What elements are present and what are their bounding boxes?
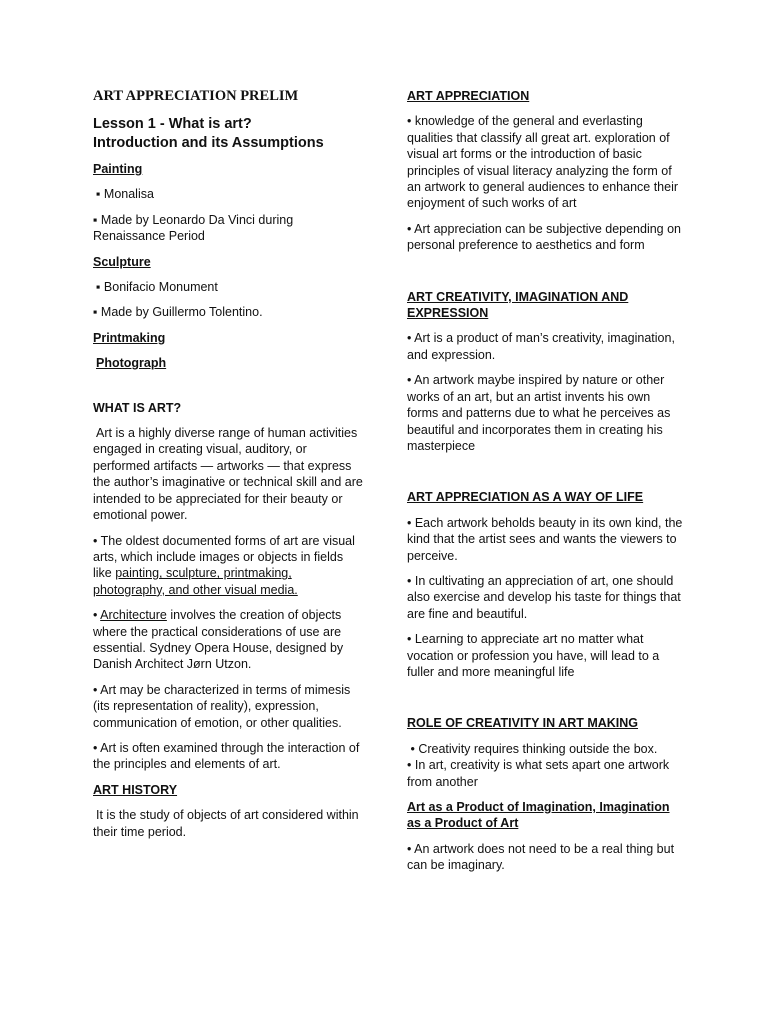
creativity-item: • An artwork maybe inspired by nature or other works of an art, but an artist invents his own forms and patterns due to what he perceives as beautiful and incorporates them in creating his masterpiece bbox=[407, 373, 671, 453]
creativity-item: • Art is a product of man’s creativity, imagination, and expression. bbox=[407, 331, 675, 362]
art-fields-link[interactable]: painting, sculpture, printmaking, photography, and other visual media. bbox=[93, 566, 298, 597]
mimesis-paragraph: • Art may be characterized in terms of mimesis (its representation of reality), expression, communication of emotion, or other qualities. bbox=[93, 682, 351, 730]
painting-item: ▪ Monalisa bbox=[96, 187, 154, 202]
way-of-life-heading: ART APPRECIATION AS A WAY OF LIFE bbox=[407, 490, 644, 505]
art-appreciation-item: • Art appreciation can be subjective depending on personal preference to aesthetics and form bbox=[407, 221, 682, 253]
oldest-art-text: • The oldest documented forms of art are visual arts, which include images or objects in fields like bbox=[93, 533, 355, 581]
oldest-art-paragraph bbox=[93, 533, 365, 599]
art-history-text: It is the study of objects of art considered within their time period. bbox=[93, 808, 359, 839]
way-of-life-item: • Each artwork beholds beauty in its own kind, the kind that the artist sees and wants the viewers to perceive. bbox=[407, 515, 683, 563]
architecture-text: involves the creation of objects where the practical considerations of use are essential. Sydney Opera House, designed by Danish Architect Jørn Utzon. bbox=[93, 608, 344, 672]
lesson-title-line-2: Introduction and its Assumptions bbox=[93, 135, 324, 151]
what-is-art-heading: WHAT IS ART? bbox=[93, 400, 182, 415]
product-heading: Art as a Product of Imagination, Imagination as a Product of Art bbox=[407, 800, 670, 831]
role-line: • In art, creativity is what sets apart one artwork from another bbox=[407, 758, 670, 789]
painting-heading: Painting bbox=[93, 162, 143, 176]
painting-item: ▪ Made by Leonardo Da Vinci during Renaissance Period bbox=[93, 212, 294, 244]
lesson-title bbox=[93, 115, 365, 153]
printmaking-heading: Printmaking bbox=[93, 330, 166, 345]
role-line: • Creativity requires thinking outside the box. bbox=[407, 741, 658, 756]
product-text: • An artwork does not need to be a real thing but can be imaginary. bbox=[407, 841, 675, 873]
right-column bbox=[407, 84, 683, 883]
architecture-bullet: • bbox=[93, 608, 101, 623]
left-column bbox=[93, 84, 365, 849]
art-appreciation-item: • knowledge of the general and everlasting qualities that classify all great art. exploration of visual art forms or the introduction of basic principles of visual literacy analyzing the form of an artwork to general audiences to enhance their enjoyment of such works of art bbox=[407, 114, 679, 211]
lesson-title-line-1: Lesson 1 - What is art? bbox=[93, 116, 252, 132]
way-of-life-item: • Learning to appreciate art no matter what vocation or profession you have, will lead to a fuller and more meaningful life bbox=[407, 632, 660, 679]
way-of-life-item: • In cultivating an appreciation of art, one should also exercise and develop his taste for things that are fine and beautiful. bbox=[407, 573, 681, 621]
what-is-art-text: Art is a highly diverse range of human activities engaged in creating visual, auditory, or performed artifacts — artworks — that express the author’s imaginative or technical skill and are intended to be appreciated for their beauty or emotional power. bbox=[93, 426, 363, 523]
sculpture-item: ▪ Bonifacio Monument bbox=[96, 280, 218, 295]
art-history-heading: ART HISTORY bbox=[93, 782, 178, 797]
creativity-heading: ART CREATIVITY, IMAGINATION AND EXPRESSION bbox=[407, 289, 629, 321]
document-title: ART APPRECIATION PRELIM bbox=[93, 88, 299, 104]
principles-paragraph: • Art is often examined through the interaction of the principles and elements of art. bbox=[93, 740, 360, 772]
sculpture-item: ▪ Made by Guillermo Tolentino. bbox=[93, 305, 263, 320]
architecture-paragraph bbox=[93, 607, 365, 673]
art-appreciation-heading: ART APPRECIATION bbox=[407, 89, 530, 103]
sculpture-heading: Sculpture bbox=[93, 254, 151, 269]
photograph-heading: Photograph bbox=[96, 356, 167, 371]
role-heading: ROLE OF CREATIVITY IN ART MAKING bbox=[407, 716, 639, 731]
architecture-link[interactable]: Architecture bbox=[100, 608, 167, 623]
